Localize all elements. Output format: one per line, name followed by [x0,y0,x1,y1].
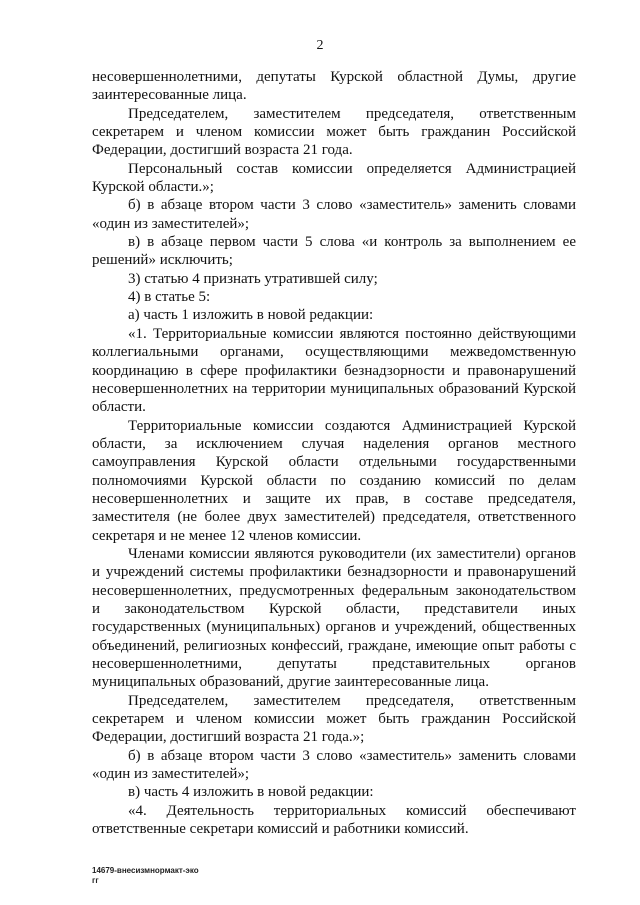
page-number: 2 [316,38,324,53]
paragraph: в) часть 4 изложить в новой редакции: [128,784,374,801]
footer-file-code: 14679-внесизмнормакт-эко [92,866,199,875]
paragraph: «1. Территориальные комиссии являются постоянно действующими коллегиальными органами, осуществляющими межведомственную координацию в сфере профилактики безнадзорности и правонарушений несовершеннолетних на территории муниципальных образований Курской области. [92,325,576,416]
paragraph: б) в абзаце втором части 3 слово «заместитель» заменить словами «один из заместителей»; [92,747,576,783]
paragraph: б) в абзаце втором части 3 слово «заместитель» заменить словами «один из заместителей»; [92,197,576,232]
paragraph: в) в абзаце первом части 5 слова «и контроль за выполнением ее решений» исключить; [92,234,576,269]
document-body [92,68,576,838]
paragraph: Членами комиссии являются руководители (их заместители) органов и учреждений системы профилактики безнадзорности и правонарушений несовершеннолетних, предусмотренных федеральным законодательством и законодательством Курской области, представители иных государственных (муниципальных) органов и учреждений, общественных объединений, религиозных конфессий, граждане, имеющие опыт работы с несовершеннолетними, депутаты представительных органов муниципальных образований, другие заинтересованные лица. [92,545,576,691]
paragraph: «4. Деятельность территориальных комиссий обеспечивают ответственные секретари комиссий и работники комиссий. [92,802,576,838]
footer-initials: гг [92,876,99,885]
paragraph: 3) статью 4 признать утратившей силу; [128,270,378,287]
paragraph: а) часть 1 изложить в новой редакции: [128,307,374,324]
paragraph: Территориальные комиссии создаются Администрацией Курской области, за исключением случая наделения органов местного самоуправления Курской области отдельными государственными полномочиями Курской области по созданию комиссий по делам несовершеннолетних и защите их прав, в составе председателя, заместителя (не более двух заместителей) председателя, ответственного секретаря и не менее 12 членов комиссии. [92,417,576,544]
paragraph: Персональный состав комиссии определяется Администрацией Курской области.»; [92,160,576,196]
paragraph: 4) в статье 5: [128,289,211,306]
paragraph: несовершеннолетними, депутаты Курской областной Думы, другие заинтересованные лица. [92,69,576,104]
paragraph: Председателем, заместителем председателя, ответственным секретарем и членом комиссии может быть гражданин Российской Федерации, достигший возраста 21 года.»; [92,692,576,746]
paragraph: Председателем, заместителем председателя, ответственным секретарем и членом комиссии может быть гражданин Российской Федерации, достигший возраста 21 года. [92,105,576,159]
document-footer [92,866,199,886]
